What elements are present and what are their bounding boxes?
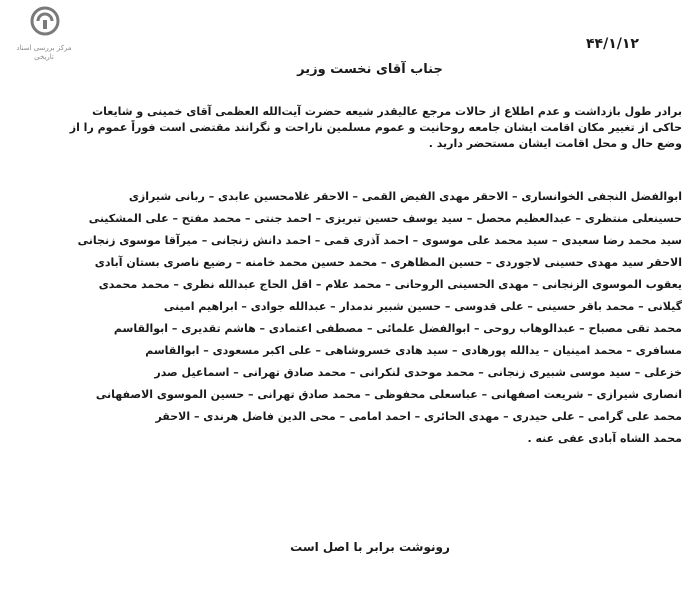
- signatory-line: یعقوب الموسوی الزنجانی – مهدی الحسینی الروحانی – محمد علام – اقل الحاج عبدالله نظری – محمد محمدی: [98, 278, 682, 291]
- signatory-list: [8, 186, 682, 450]
- addressee-heading: جناب آقای نخست وزیر: [297, 62, 443, 77]
- signatory-line: محمد الشاه آبادی عفی عنه .: [527, 432, 682, 445]
- letter-line: وضع حال و محل اقامت ایشان مستحضر دارید .: [428, 137, 682, 150]
- signatory-line: سید محمد رضا سعیدی – سید محمد علی موسوی – احمد آذری قمی – احمد دانش زنجانی – میرآقا موسوی زنجانی: [77, 234, 682, 247]
- letter-line: برادر طول بازداشت و عدم اطلاع از حالات مرجع عالیقدر شیعه حضرت آیت‌الله العظمی آقای خمینی و شایعات: [92, 105, 682, 118]
- signatory-line: محمد علی گرامی – علی حیدری – مهدی الحائری – احمد امامی – محی الدین فاضل هرندی – الاحقر: [155, 410, 682, 423]
- document-date: ۴۴/۱/۱۲: [586, 36, 639, 52]
- archive-logo: [8, 6, 80, 68]
- archive-logo-text: مرکز بررسی اسناد تاریخی: [16, 44, 72, 61]
- copy-certification: رونوشت برابر با اصل است: [290, 540, 450, 554]
- signatory-line: مسافری – محمد امینیان – یدالله پورهادی – سید هادی خسروشاهی – علی اکبر مسعودی – ابوالقاسم: [145, 344, 682, 357]
- archive-emblem-icon: [30, 6, 60, 36]
- signatory-line: ابوالفضل النجفی الخوانساری – الاحقر مهدی الفیض القمی – الاحقر غلامحسین عابدی – ربانی شیرازی: [128, 190, 682, 203]
- signatory-line: محمد تقی مصباح – عبدالوهاب روحی – ابوالفضل علمائی – مصطفی اعتمادی – هاشم تقدیری – ابوالقاسم: [113, 322, 682, 335]
- signatory-line: خزعلی – سید موسی شبیری زنجانی – محمد موحدی لنکرانی – محمد صادق تهرانی – اسماعیل صدر: [154, 366, 682, 379]
- signatory-line: حسینعلی منتظری – عبدالعظیم محصل – سید یوسف حسین تبریزی – احمد جنتی – محمد مفتح – علی المشکینی: [88, 212, 682, 225]
- signatory-line: گیلانی – محمد باقر حسینی – علی قدوسی – حسین شبیر ندمدار – عبدالله جوادی – ابراهیم امینی: [163, 300, 682, 313]
- signatory-line: الاحقر سید مهدی حسینی لاجوردی – حسین المظاهری – محمد حسین محمد خامنه – رضیع ناصری بستان آبادی: [94, 256, 682, 269]
- letter-line: حاکی از تغییر مکان اقامت ایشان جامعه روحانیت و عموم مسلمین ناراحت و نگرانند مقتضی است فوراً عموم را از: [69, 121, 682, 134]
- letter-body: [8, 104, 682, 152]
- signatory-line: انصاری شیرازی – شریعت اصفهانی – عباسعلی محفوظی – محمد صادق تهرانی – حسین الموسوی الاصفهانی: [95, 388, 682, 401]
